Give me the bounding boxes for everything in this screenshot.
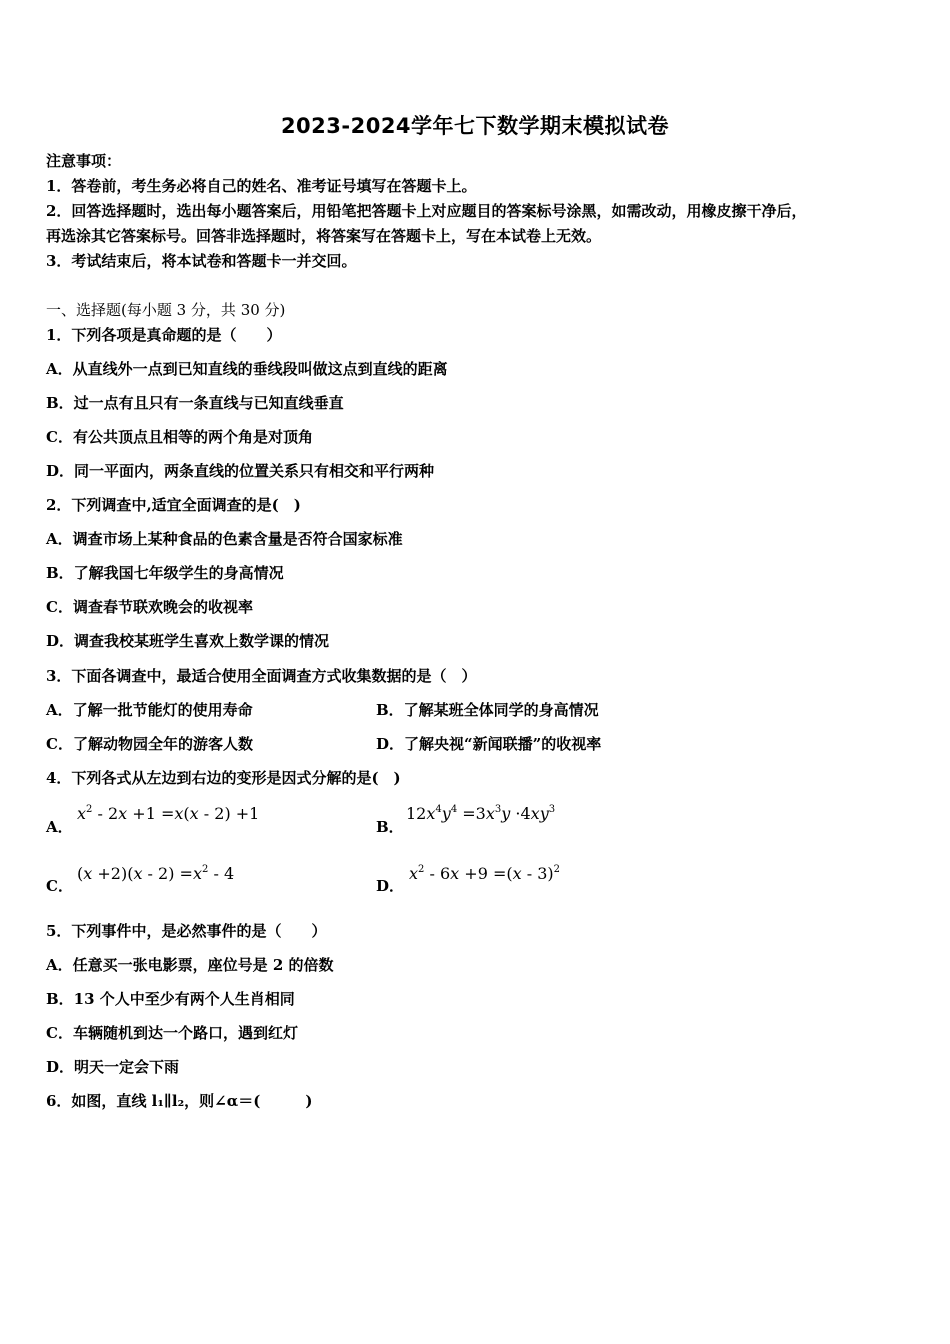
option-c-formula: $(x +2)(x - 2) =x^2 - 4$ (77, 864, 235, 883)
option-a-formula: $x^2 - 2x +1 =x(x - 2) +1$ (77, 804, 260, 823)
option-c-label: C． (46, 877, 73, 895)
option-b-label: B． (376, 818, 404, 836)
option-a: A．调查市场上某种食品的色素含量是否符合国家标准 (46, 530, 403, 548)
option-b: B．了解我国七年级学生的身高情况 (46, 564, 284, 582)
option-d: D．同一平面内，两条直线的位置关系只有相交和平行两种 (46, 462, 435, 480)
notice-item: 再选涂其它答案标号。回答非选择题时，将答案写在答题卡上，写在本试卷上无效。 (46, 227, 602, 245)
option-c: C．了解动物园全年的游客人数 (46, 735, 253, 753)
notice-item: 3．考试结束后，将本试卷和答题卡一并交回。 (46, 252, 357, 270)
question-stem: 4．下列各式从左边到右边的变形是因式分解的是( ) (46, 769, 401, 787)
question-stem: 3．下面各调查中，最适合使用全面调查方式收集数据的是（ ） (46, 667, 477, 685)
question-stem: 2．下列调查中,适宜全面调查的是( ) (46, 496, 301, 514)
page-title: 2023-2024学年七下数学期末模拟试卷 (280, 114, 670, 138)
question-stem: 1．下列各项是真命题的是（ ） (46, 326, 282, 344)
option-c: C．调查春节联欢晚会的收视率 (46, 598, 253, 616)
option-d: D．明天一定会下雨 (46, 1058, 180, 1076)
option-b: B．了解某班全体同学的身高情况 (376, 701, 599, 719)
option-a: A．从直线外一点到已知直线的垂线段叫做这点到直线的距离 (46, 360, 448, 378)
option-d: D．了解央视“新闻联播”的收视率 (376, 735, 602, 753)
option-b: B．过一点有且只有一条直线与已知直线垂直 (46, 394, 344, 412)
option-a: A．了解一批节能灯的使用寿命 (46, 701, 253, 719)
option-a-label: A． (46, 818, 73, 836)
notice-item: 2．回答选择题时，选出每小题答案后，用铅笔把答题卡上对应题目的答案标号涂黑，如需改动，用橡皮擦干净后， (46, 202, 807, 220)
option-b-formula: $12x^4y^4 =3x^3y \cdot 4xy^3$ (406, 804, 556, 823)
notice-heading: 注意事项： (46, 152, 122, 170)
option-b: B．13 个人中至少有两个人生肖相同 (46, 990, 295, 1008)
option-a: A．任意买一张电影票，座位号是 2 的倍数 (46, 956, 334, 974)
option-d-label: D． (376, 877, 405, 895)
section-heading: 一、选择题(每小题 3 分，共 30 分) (46, 301, 286, 319)
option-c: C．车辆随机到达一个路口，遇到红灯 (46, 1024, 298, 1042)
question-stem: 5．下列事件中，是必然事件的是（ ） (46, 922, 327, 940)
option-c: C．有公共顶点且相等的两个角是对顶角 (46, 428, 313, 446)
option-d: D．调查我校某班学生喜欢上数学课的情况 (46, 632, 330, 650)
option-d-formula: $x^2 - 6x +9 =(x - 3)^2$ (409, 864, 561, 883)
notice-item: 1．答卷前，考生务必将自己的姓名、准考证号填写在答题卡上。 (46, 177, 477, 195)
question-stem: 6．如图，直线 l₁∥l₂，则∠α＝( ) (46, 1092, 313, 1110)
